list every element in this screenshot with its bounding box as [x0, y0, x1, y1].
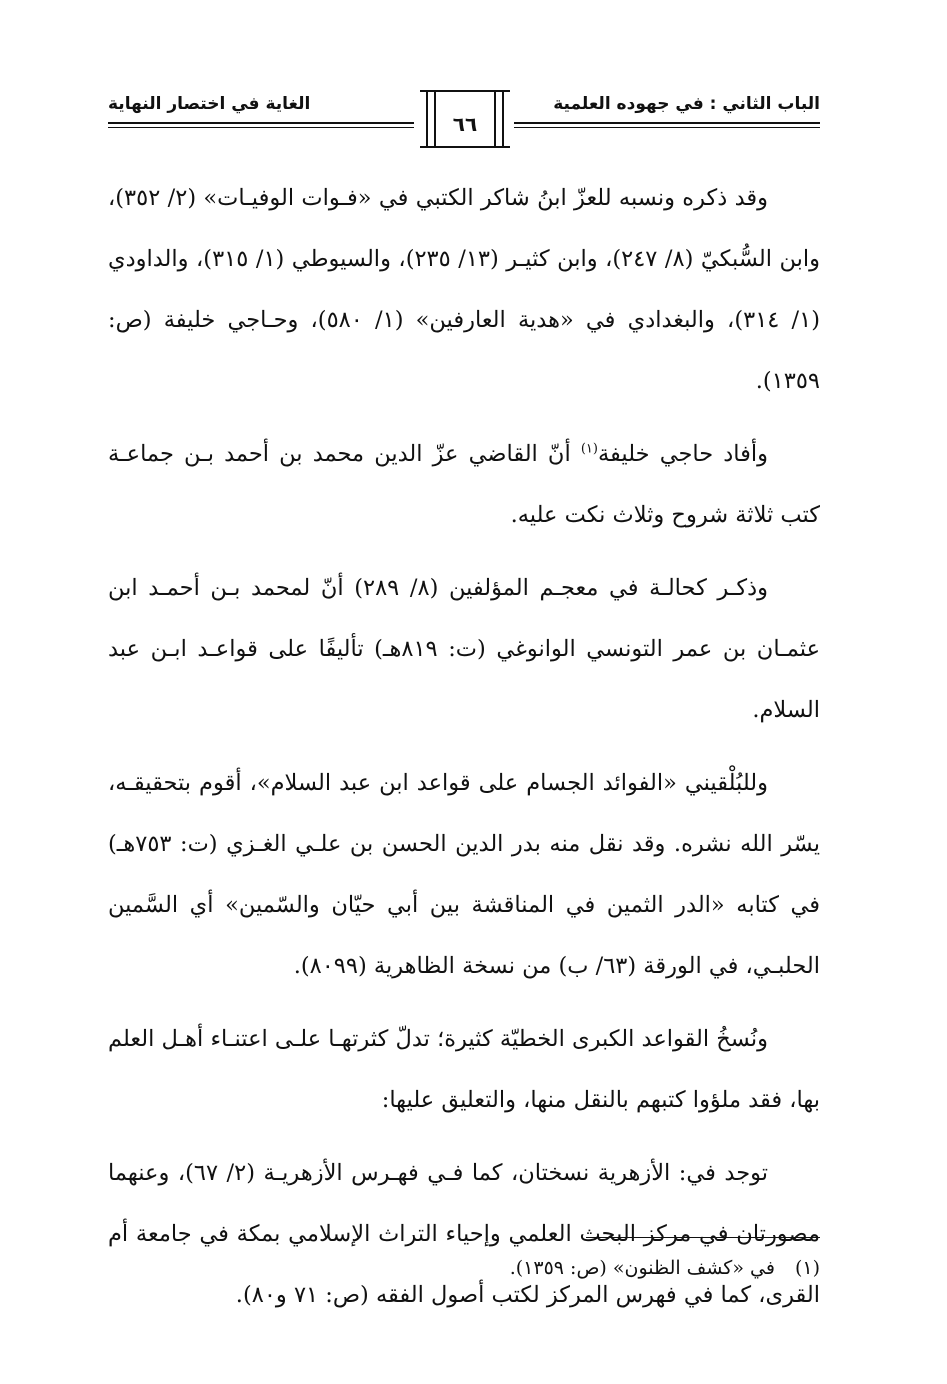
frame-bottom-cap [420, 146, 510, 148]
footnote-text: في «كشف الظنون» (ص: ١٣٥٩). [509, 1257, 775, 1279]
paragraph-1: وقد ذكره ونسبه للعزّ ابنُ شاكر الكتبي في «فـوات الوفيـات» (٢/ ٣٥٢)، وابن السُّبكيّ (٨/ ٢٤٧)، وابن كثيـر (١٣/ ٢٣٥)، والسيوطي (١/ ٣١٥)، والداودي (١/ ٣١٤)، والبغدادي في «هدية العارفين» (١/ ٥٨٠)، وحـاجي خليفة (ص: ١٣٥٩). [108, 185, 821, 394]
running-header [108, 88, 820, 158]
book-title: الغاية في اختصار النهاية [108, 94, 311, 114]
paragraph-5: ونُسخُ القواعد الكبرى الخطيّة كثيرة؛ تدلّ كثرتهـا علـى اعتنـاء أهـل العلم بها، فقد ملؤوا كتبهم بالنقل منها، والتعليق عليها: [108, 1026, 820, 1113]
footnote-number: (١) [794, 1257, 820, 1279]
body-text [108, 168, 820, 1338]
paragraph-2-rest: أنّ القاضي عزّ الدين محمد بن أحمد بـن جماعـة كتب ثلاثة شروح وثلاث نكت عليه. [108, 441, 820, 528]
header-rule-right [514, 122, 820, 128]
paragraph-2-start: وأفاد حاجي خليفة [597, 441, 768, 467]
paragraph-2 [108, 424, 820, 546]
paragraph-4: وللبُلْقيني «الفوائد الجسام على قواعد ابن عبد السلام»، أقوم بتحقيقـه، يسّر الله نشره. وقد نقل منه بدر الدين الحسن بن علـي الغـزي (ت: ٧٥٣هـ) في كتابه «الدر الثمين في المناقشة بين أبي حيّان والسّمين» أي السَّمين الحلبـي، في الورقة (٦٣/ ب) من نسخة الظاهرية (٨٠٩٩). [108, 770, 820, 979]
paragraph-3: وذكـر كحالـة في معجـم المؤلفين (٨/ ٢٨٩) أنّ لمحمد بـن أحمـد ابن عثمـان بن عمر التونسي الوانوغي (ت: ٨١٩هـ) تأليفًا على قواعـد ابـن عبد السلام. [108, 575, 820, 723]
page-number-frame [426, 90, 504, 146]
chapter-title: الباب الثاني : في جهوده العلمية [553, 94, 820, 114]
paragraph-6: توجد في: الأزهرية نسختان، كما فـي فهـرس الأزهريـة (٢/ ٦٧)، وعنهما مصورتان في مركز البحث العلمي وإحياء التراث الإسلامي بمكة في جامعة أم القرى، كما في فهرس المركز لكتب أصول الفقه (ص: ٧١ و٨٠). [108, 1160, 820, 1308]
footnote-separator [586, 1237, 820, 1238]
footnote [130, 1252, 820, 1284]
page-number: ٦٦ [452, 112, 478, 136]
footnote-ref[interactable]: (١) [580, 441, 598, 457]
header-rule-left [108, 122, 414, 128]
